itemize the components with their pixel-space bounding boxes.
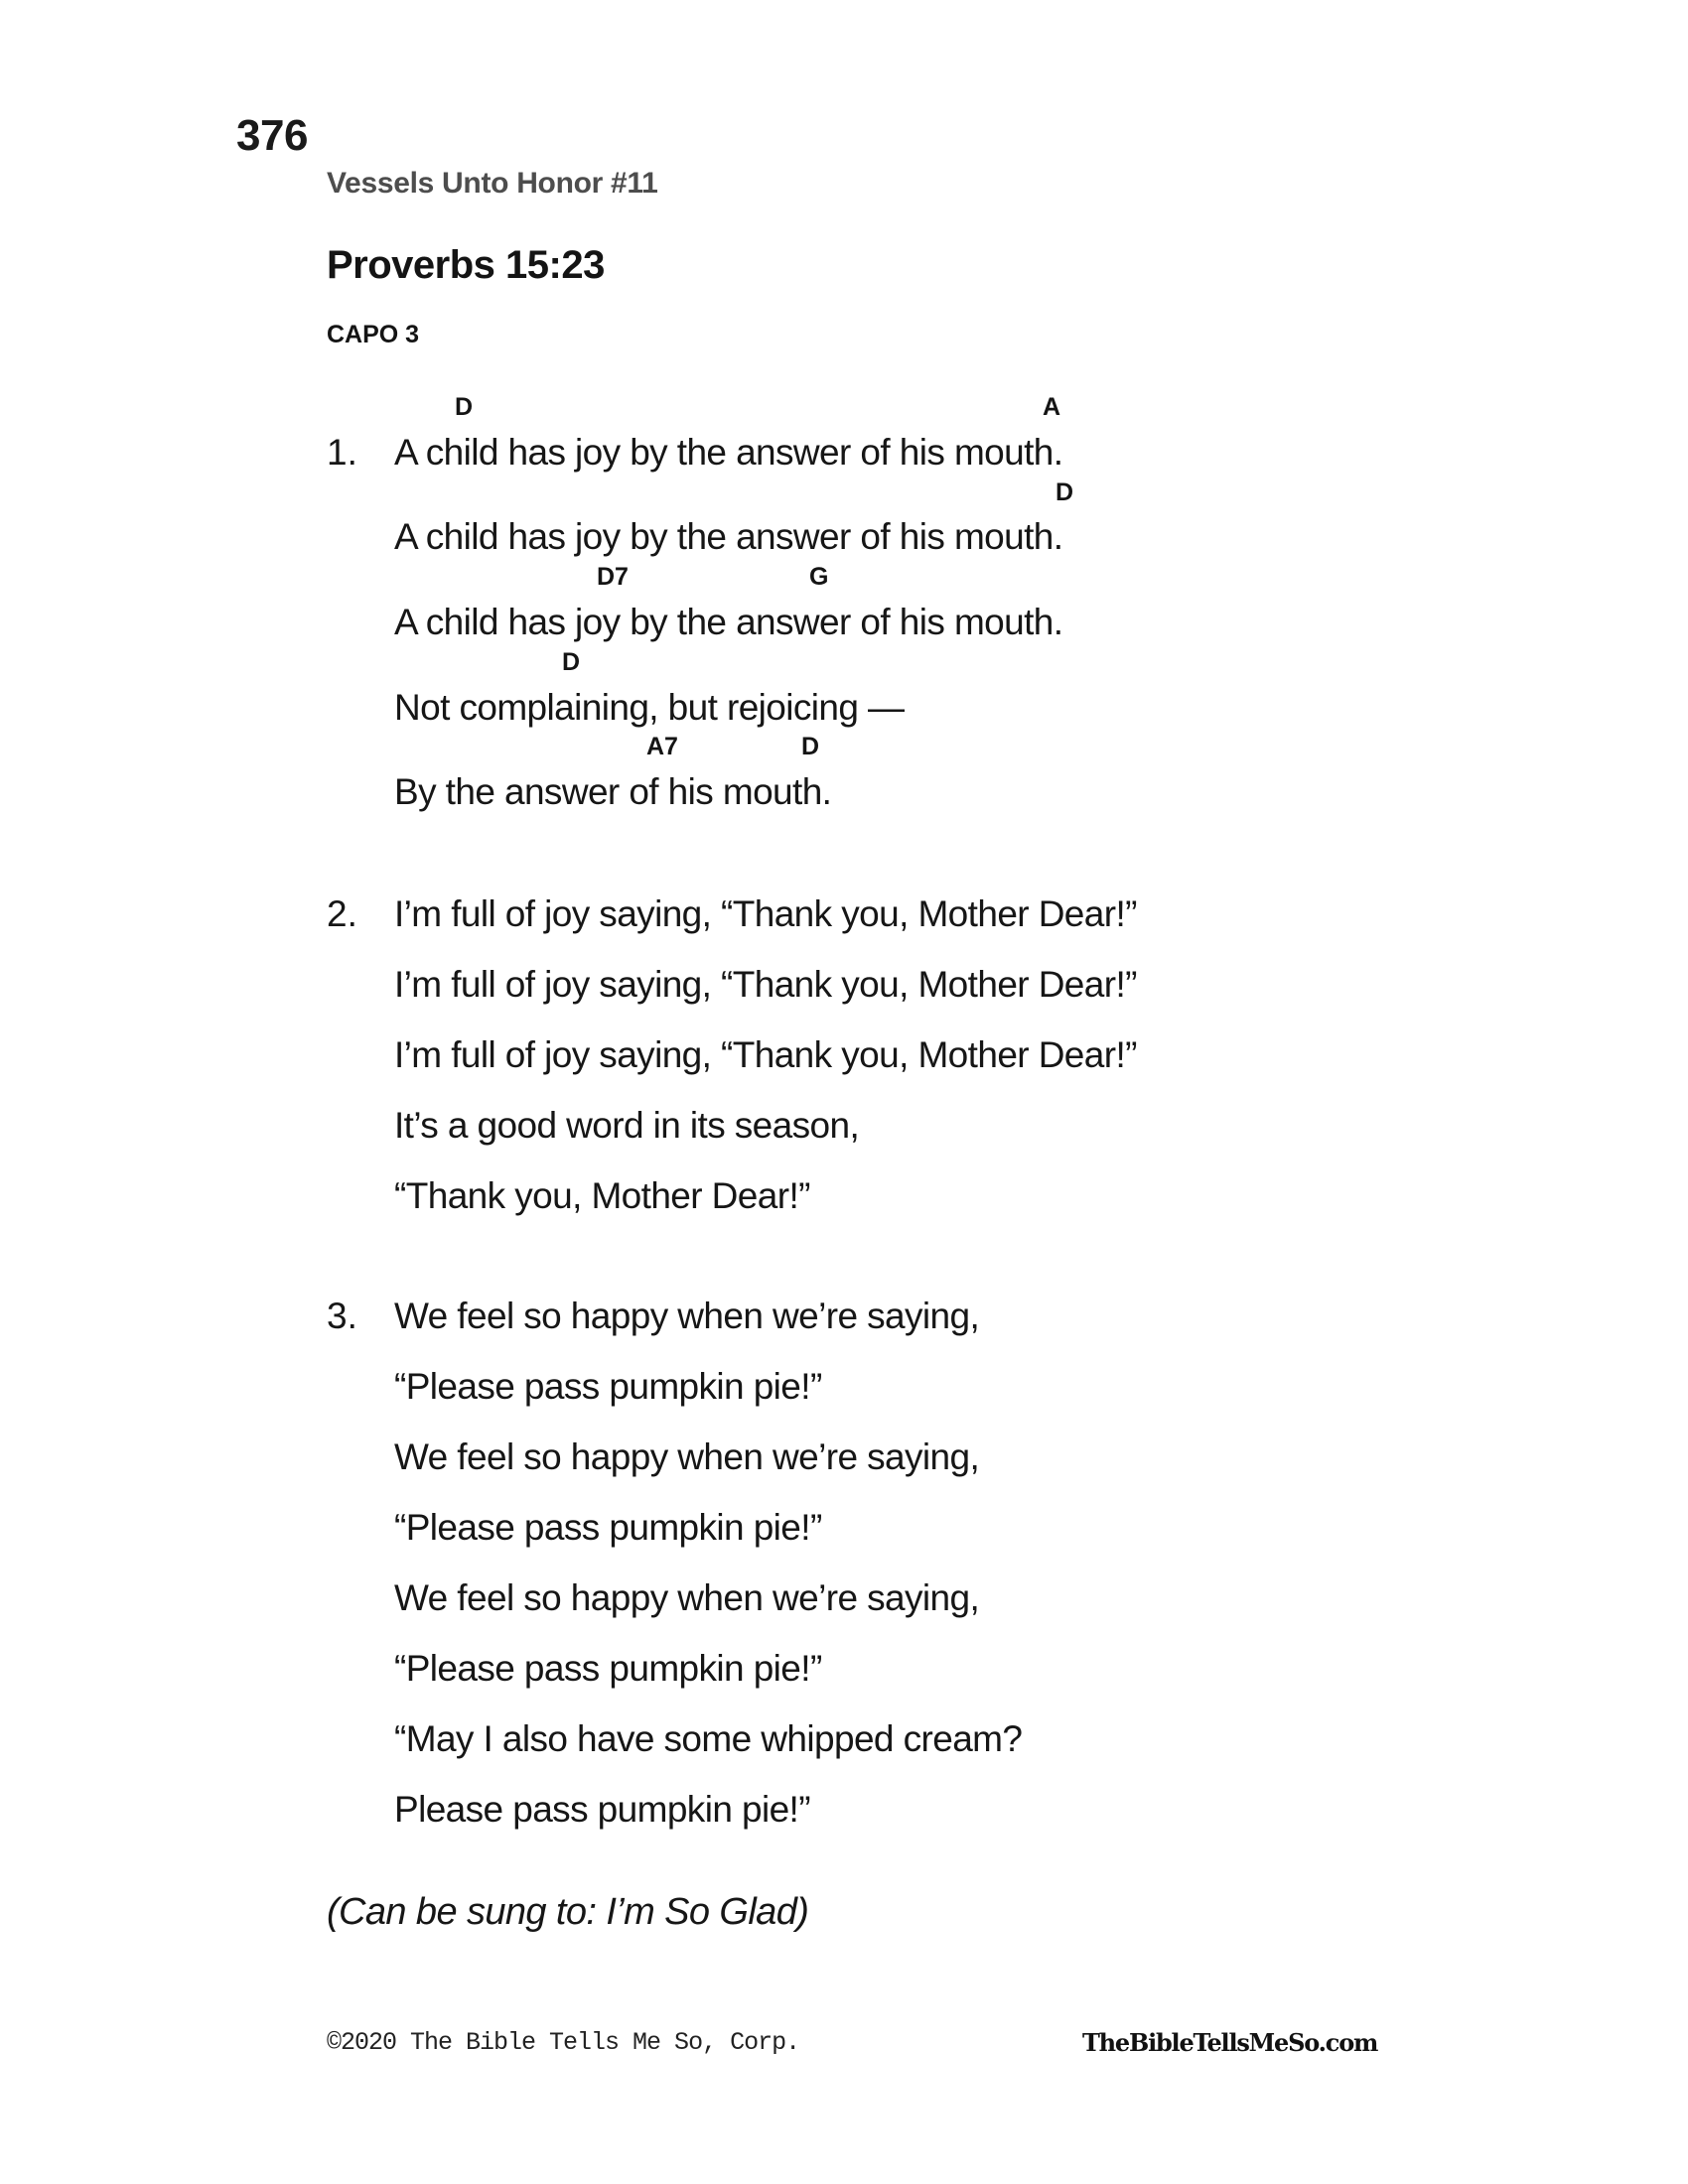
verse-number: 1. <box>327 432 357 473</box>
lyric-line: A child has joy by the answer of his mouth. <box>394 432 1063 473</box>
lyric-line: It’s a good word in its season, <box>394 1105 860 1146</box>
chord: A7 <box>646 733 678 760</box>
tune-note: (Can be sung to: I’m So Glad) <box>327 1891 809 1933</box>
lyric-line: We feel so happy when we’re saying, <box>394 1577 980 1618</box>
lyric-line: I’m full of joy saying, “Thank you, Mother Dear!” <box>394 964 1137 1005</box>
series-title: Vessels Unto Honor #11 <box>327 167 658 200</box>
chord: D <box>562 648 581 676</box>
lyric-line: Not complaining, but rejoicing — <box>394 687 905 728</box>
copyright-text: ©2020 The Bible Tells Me So, Corp. <box>327 2028 800 2057</box>
lyric-line: I’m full of joy saying, “Thank you, Mother Dear!” <box>394 893 1137 934</box>
lyric-line: A child has joy by the answer of his mouth. <box>394 516 1063 557</box>
lyric-line: We feel so happy when we’re saying, <box>394 1436 980 1477</box>
chord: G <box>809 563 829 591</box>
capo-instruction: CAPO 3 <box>327 321 420 348</box>
song-title: Proverbs 15:23 <box>327 243 605 287</box>
lyric-line: I’m full of joy saying, “Thank you, Mother Dear!” <box>394 1034 1137 1075</box>
website-link[interactable]: TheBibleTellsMeSo.com <box>1082 2028 1378 2057</box>
lyric-line: “Please pass pumpkin pie!” <box>394 1507 822 1548</box>
lyric-line: Please pass pumpkin pie!” <box>394 1789 810 1830</box>
lyric-line: By the answer of his mouth. <box>394 771 832 812</box>
chord: D7 <box>597 563 629 591</box>
lyric-line: “Thank you, Mother Dear!” <box>394 1175 810 1216</box>
chord: D <box>1055 478 1074 506</box>
lyric-line: “May I also have some whipped cream? <box>394 1718 1023 1759</box>
chord: A <box>1043 393 1061 421</box>
lyric-line: A child has joy by the answer of his mouth. <box>394 602 1063 642</box>
lyric-line: “Please pass pumpkin pie!” <box>394 1366 822 1407</box>
chord: D <box>801 733 820 760</box>
lyric-line: We feel so happy when we’re saying, <box>394 1296 980 1336</box>
lyric-line: “Please pass pumpkin pie!” <box>394 1648 822 1689</box>
page-number: 376 <box>236 111 308 160</box>
verse-number: 2. <box>327 893 357 934</box>
verse-number: 3. <box>327 1296 357 1336</box>
chord: D <box>455 393 474 421</box>
